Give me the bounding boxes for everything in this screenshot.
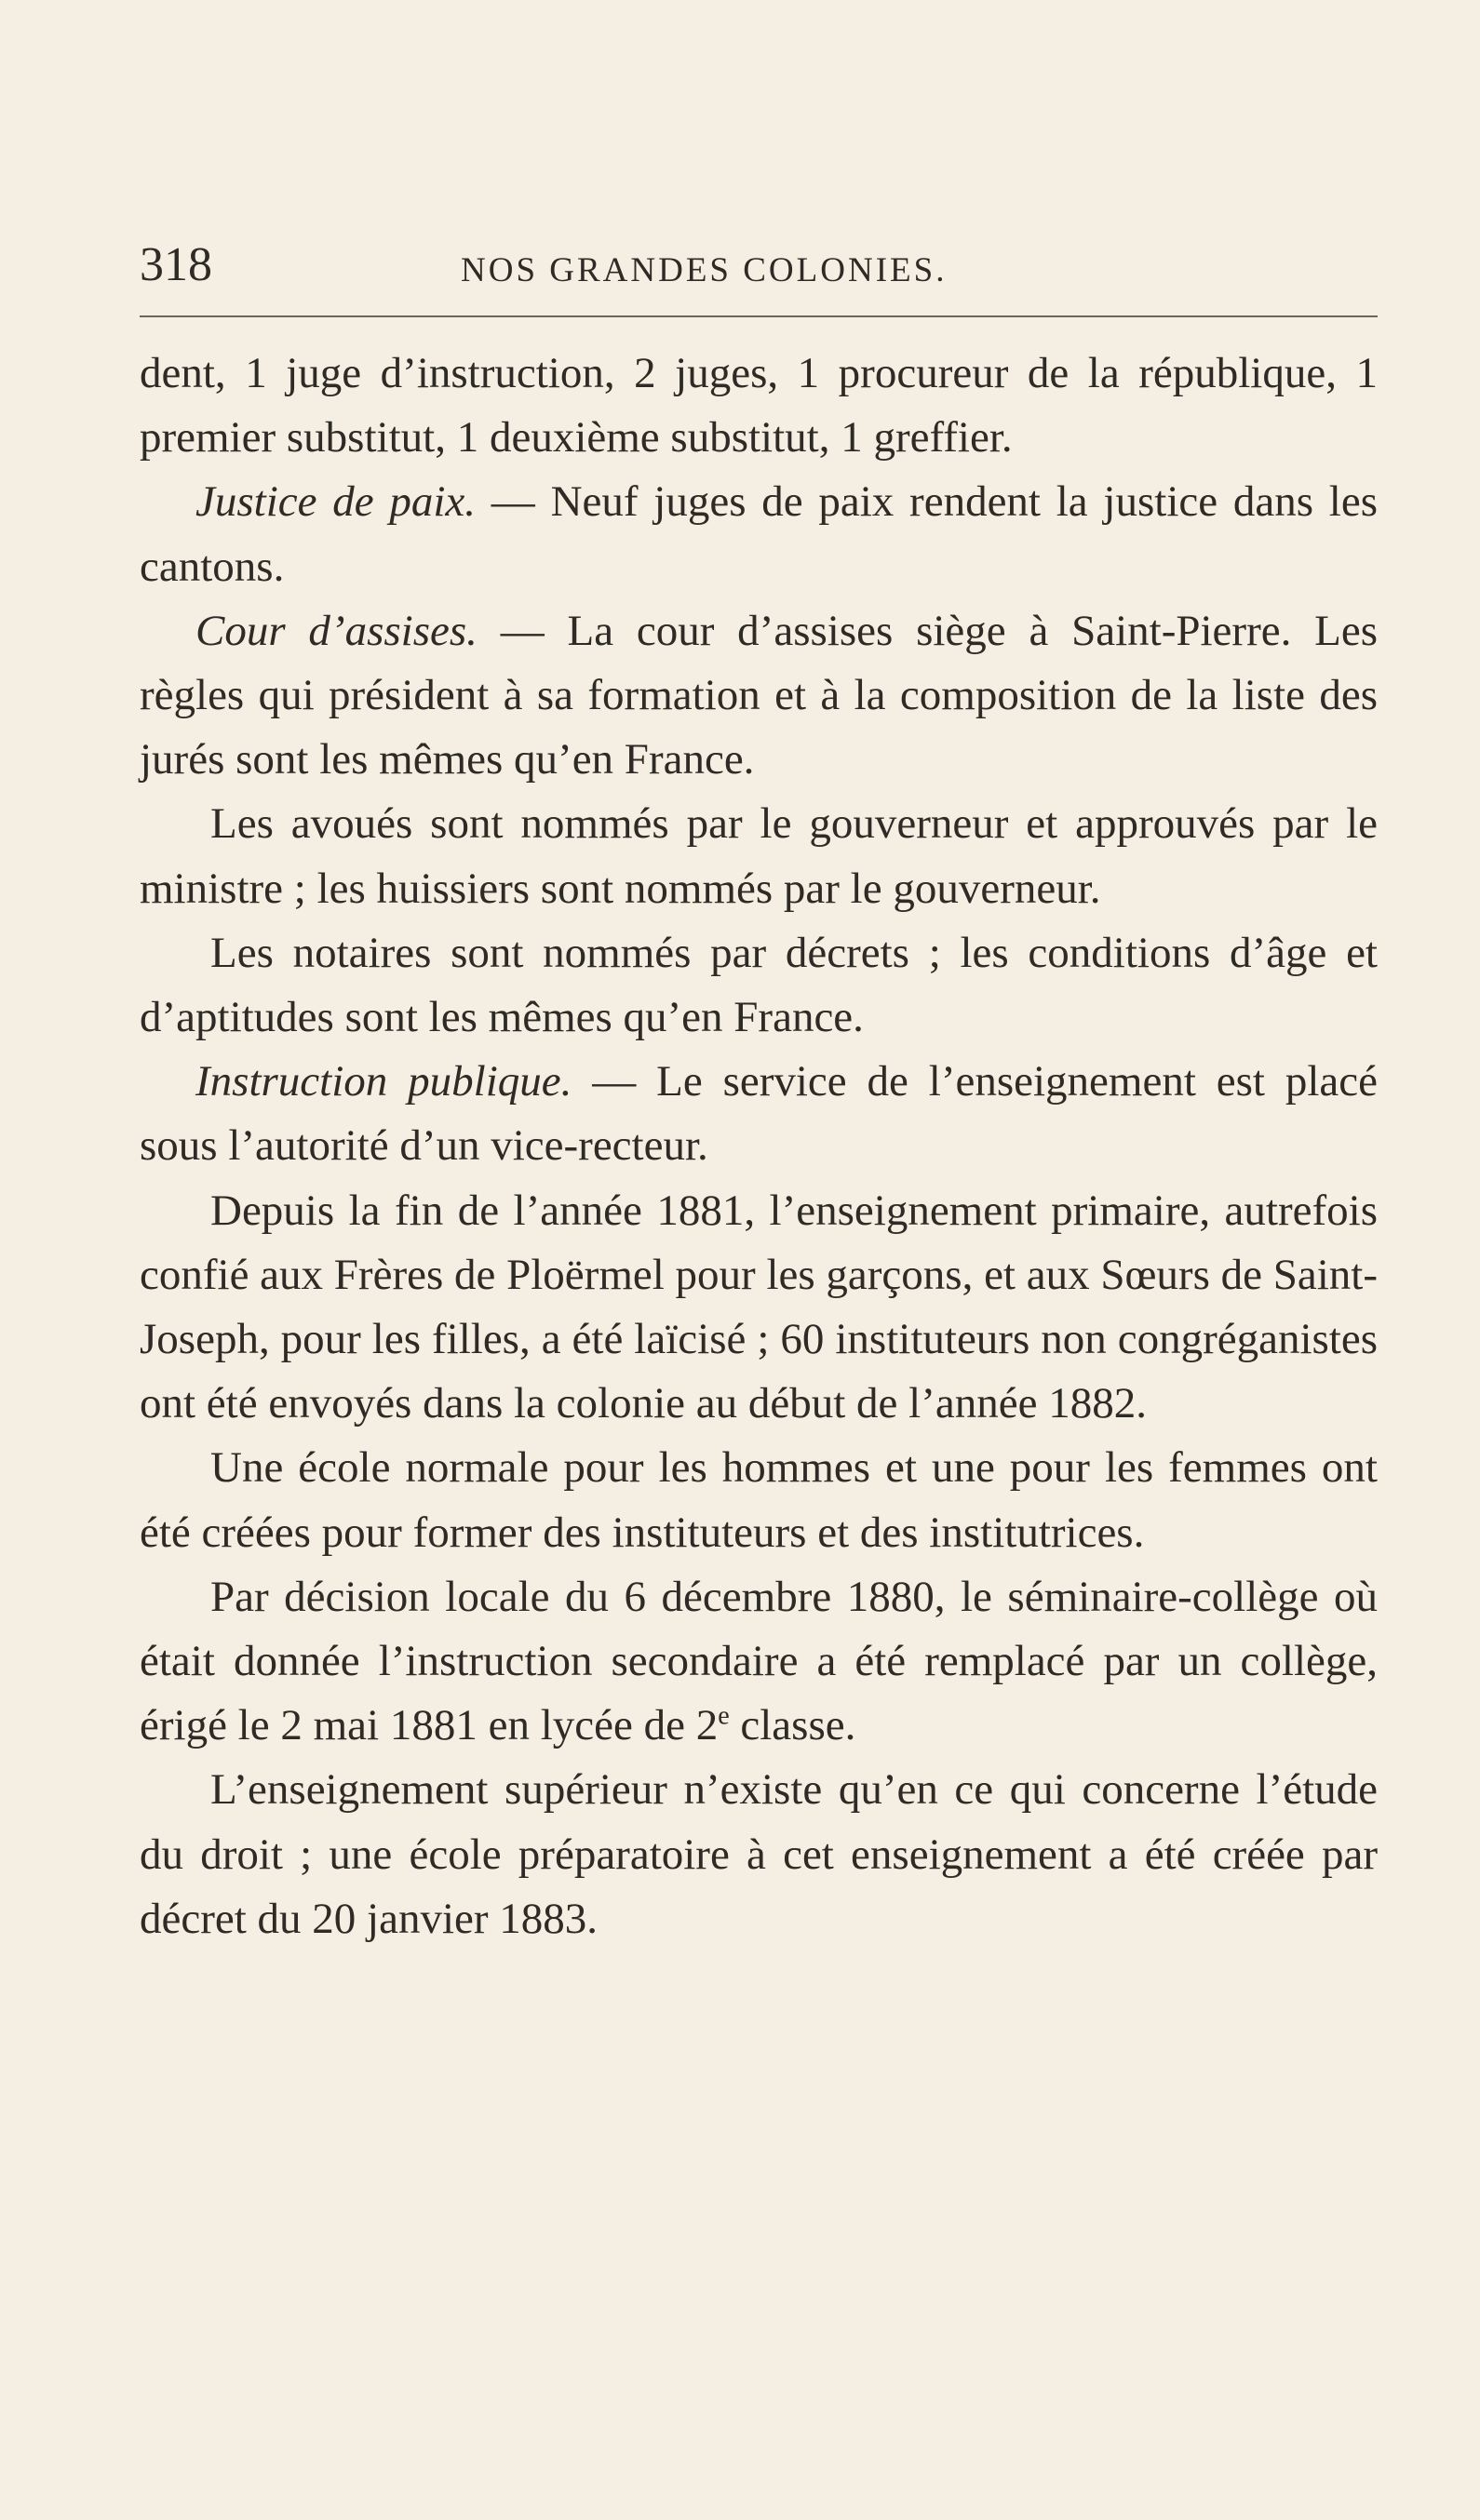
paragraph-text: classe. <box>729 1701 856 1750</box>
paragraph-continuation: dent, 1 juge d’instruction, 2 juges, 1 procureur de la république, 1 premier substitut, 1 deuxième substitut, 1 greffier. <box>140 349 1378 462</box>
superscript: e <box>718 1701 730 1731</box>
section-title-cour-d-assises: Cour d’assises. <box>195 606 478 655</box>
running-title: NOS GRANDES COLONIES. <box>461 251 948 289</box>
paragraph-text: — La cour d’assises siège à Saint-Pierre. Les règles qui président à sa formation et à la composition de la liste des jurés sont les mêmes qu’en France. <box>140 606 1378 784</box>
paragraph-cour-d-assises <box>140 599 1378 793</box>
paragraph-text: — Le service de l’enseignement est placé sous l’autorité d’un vice-recteur. <box>140 1057 1378 1171</box>
paragraph-notaires: Les notaires sont nommés par décrets ; les conditions d’âge et d’aptitudes sont les mêmes qu’en France. <box>140 928 1378 1042</box>
page-header <box>140 237 1378 302</box>
paragraph-text: Par décision locale du 6 décembre 1880, le séminaire-collège où était donnée l’instruction secondaire a été remplacé par un collège, érigé le 2 mai 1881 en lycée de 2 <box>140 1572 1378 1750</box>
paragraph-justice-de-paix <box>140 470 1378 598</box>
page-number: 318 <box>140 238 212 291</box>
paragraph-enseignement-superieur: L’enseignement supérieur n’existe qu’en ce qui concerne l’étude du droit ; une école préparatoire à cet enseignement a été créée par décret du 20 janvier 1883. <box>140 1765 1378 1943</box>
paragraph-instruction-publique <box>140 1050 1378 1178</box>
section-title-justice-de-paix: Justice de paix. <box>195 477 477 527</box>
paragraph-enseignement-primaire: Depuis la fin de l’année 1881, l’enseignement primaire, autrefois confié aux Frères de Ploërmel pour les garçons, et aux Sœurs de Saint-Joseph, pour les filles, a été laïcisé ; 60 instituteurs non congréganistes ont été envoyés dans la colonie au début de l’année 1882. <box>140 1186 1378 1428</box>
paragraph-ecole-normale: Une école normale pour les hommes et une pour les femmes ont été créées pour former des instituteurs et des institutrices. <box>140 1443 1378 1557</box>
paragraph-text: — Neuf juges de paix rendent la justice dans les cantons. <box>140 477 1378 591</box>
text-body <box>140 342 1378 1951</box>
section-title-instruction-publique: Instruction publique. <box>195 1057 572 1106</box>
paragraph-lycee <box>140 1565 1378 1759</box>
header-rule <box>140 315 1378 317</box>
book-page <box>140 237 1378 1951</box>
paragraph-avoues: Les avoués sont nommés par le gouverneur et approuvés par le ministre ; les huissiers sont nommés par le gouverneur. <box>140 799 1378 913</box>
